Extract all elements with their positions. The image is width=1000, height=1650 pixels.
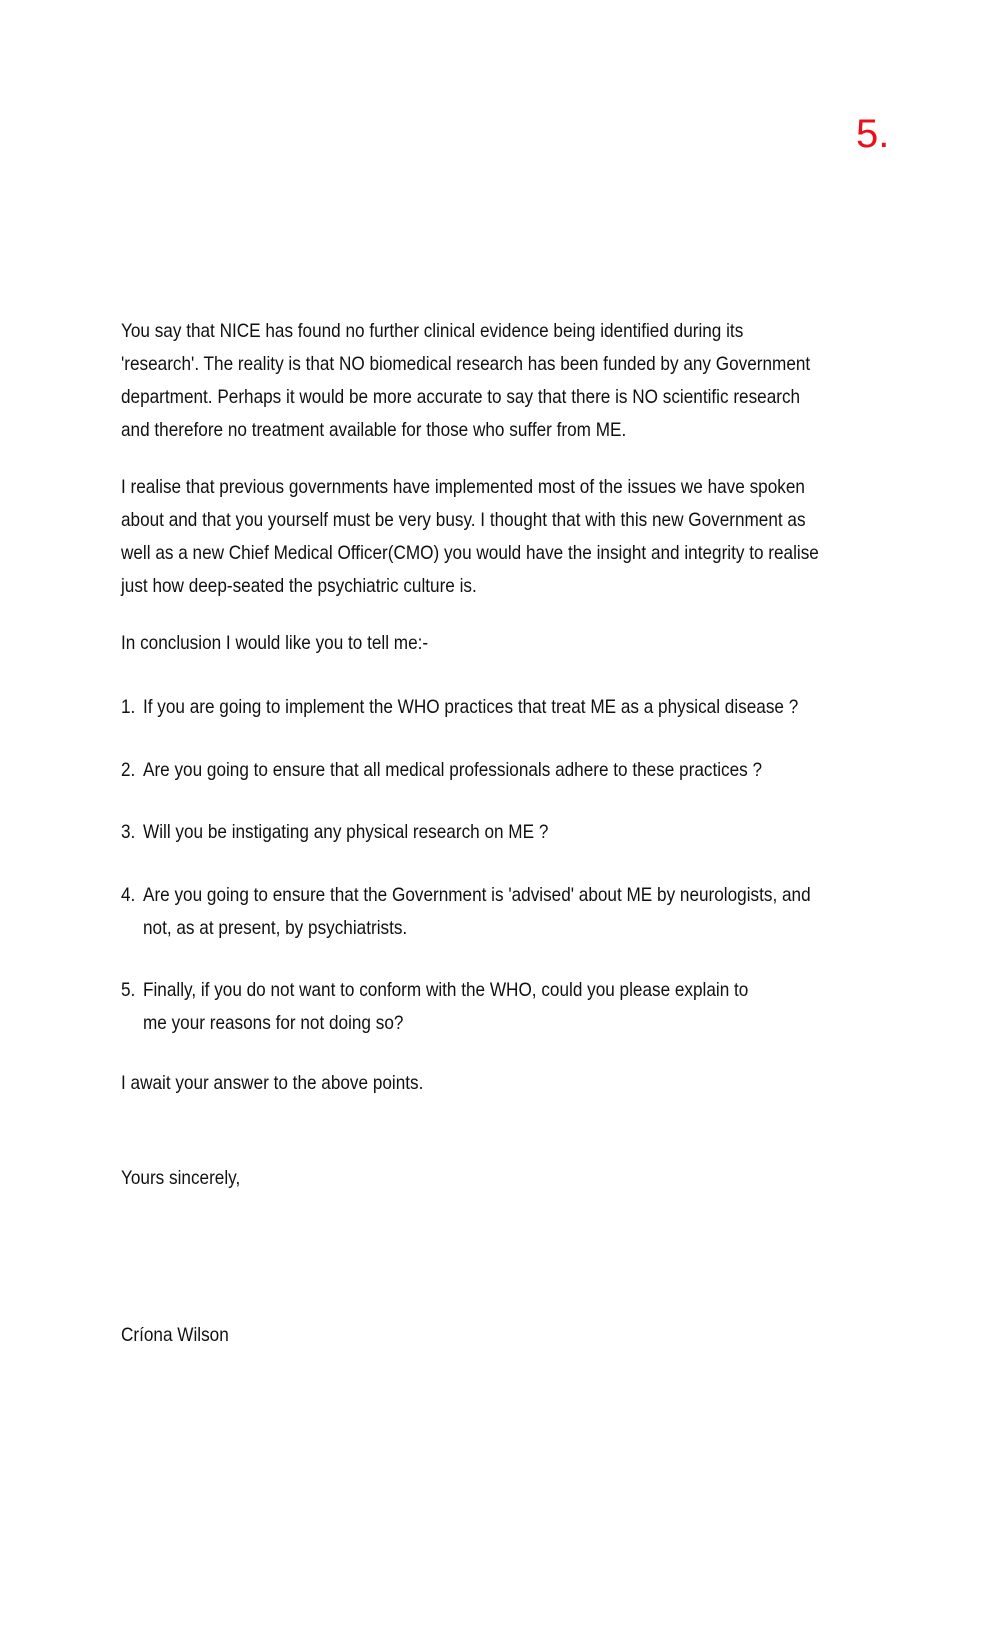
list-number: 2. <box>121 759 136 781</box>
text-line: Yours sincerely, <box>121 1167 241 1189</box>
question-text: If you are going to implement the WHO practices that treat ME as a physical disease ? <box>143 696 799 718</box>
text-line: well as a new Chief Medical Officer(CMO) you would have the insight and integrity to realise <box>121 542 819 564</box>
text-line: not, as at present, by psychiatrists. <box>143 917 408 939</box>
paragraph-nice-research <box>121 315 810 447</box>
text-line <box>121 691 798 724</box>
paragraph-previous-governments <box>121 471 819 603</box>
question-4 <box>121 879 811 945</box>
text-line: and therefore no treatment available for those who suffer from ME. <box>121 419 627 441</box>
text-line: department. Perhaps it would be more accurate to say that there is NO scientific research <box>121 386 801 408</box>
question-1 <box>121 691 798 724</box>
text-line: I realise that previous governments have implemented most of the issues we have spoken <box>121 476 805 498</box>
list-number: 5. <box>121 979 136 1001</box>
question-text: Are you going to ensure that the Government is 'advised' about ME by neurologists, and <box>143 884 811 906</box>
text-line: In conclusion I would like you to tell me:- <box>121 632 429 654</box>
question-5 <box>121 974 748 1040</box>
text-line <box>121 879 811 912</box>
list-number: 3. <box>121 821 136 843</box>
valediction <box>121 1162 240 1195</box>
question-text: Are you going to ensure that all medical professionals adhere to these practices ? <box>143 759 763 781</box>
conclusion-intro <box>121 627 428 660</box>
closing-request <box>121 1067 423 1100</box>
text-line: Críona Wilson <box>121 1324 229 1346</box>
question-3 <box>121 816 548 849</box>
text-line: 'research'. The reality is that NO biomedical research has been funded by any Government <box>121 353 811 375</box>
text-line: I await your answer to the above points. <box>121 1072 424 1094</box>
text-line <box>121 974 748 1007</box>
text-line <box>121 754 762 787</box>
text-line: me your reasons for not doing so? <box>143 1012 404 1034</box>
question-text: Will you be instigating any physical research on ME ? <box>143 821 549 843</box>
question-2 <box>121 754 762 787</box>
list-number: 1. <box>121 696 136 718</box>
page-number: 5. <box>856 112 890 156</box>
text-line <box>121 816 548 849</box>
text-line: just how deep-seated the psychiatric culture is. <box>121 575 477 597</box>
text-line: about and that you yourself must be very busy. I thought that with this new Government as <box>121 509 806 531</box>
signature-name <box>121 1319 229 1352</box>
list-number: 4. <box>121 884 136 906</box>
question-text: Finally, if you do not want to conform with the WHO, could you please explain to <box>143 979 749 1001</box>
text-line: You say that NICE has found no further clinical evidence being identified during its <box>121 320 744 342</box>
